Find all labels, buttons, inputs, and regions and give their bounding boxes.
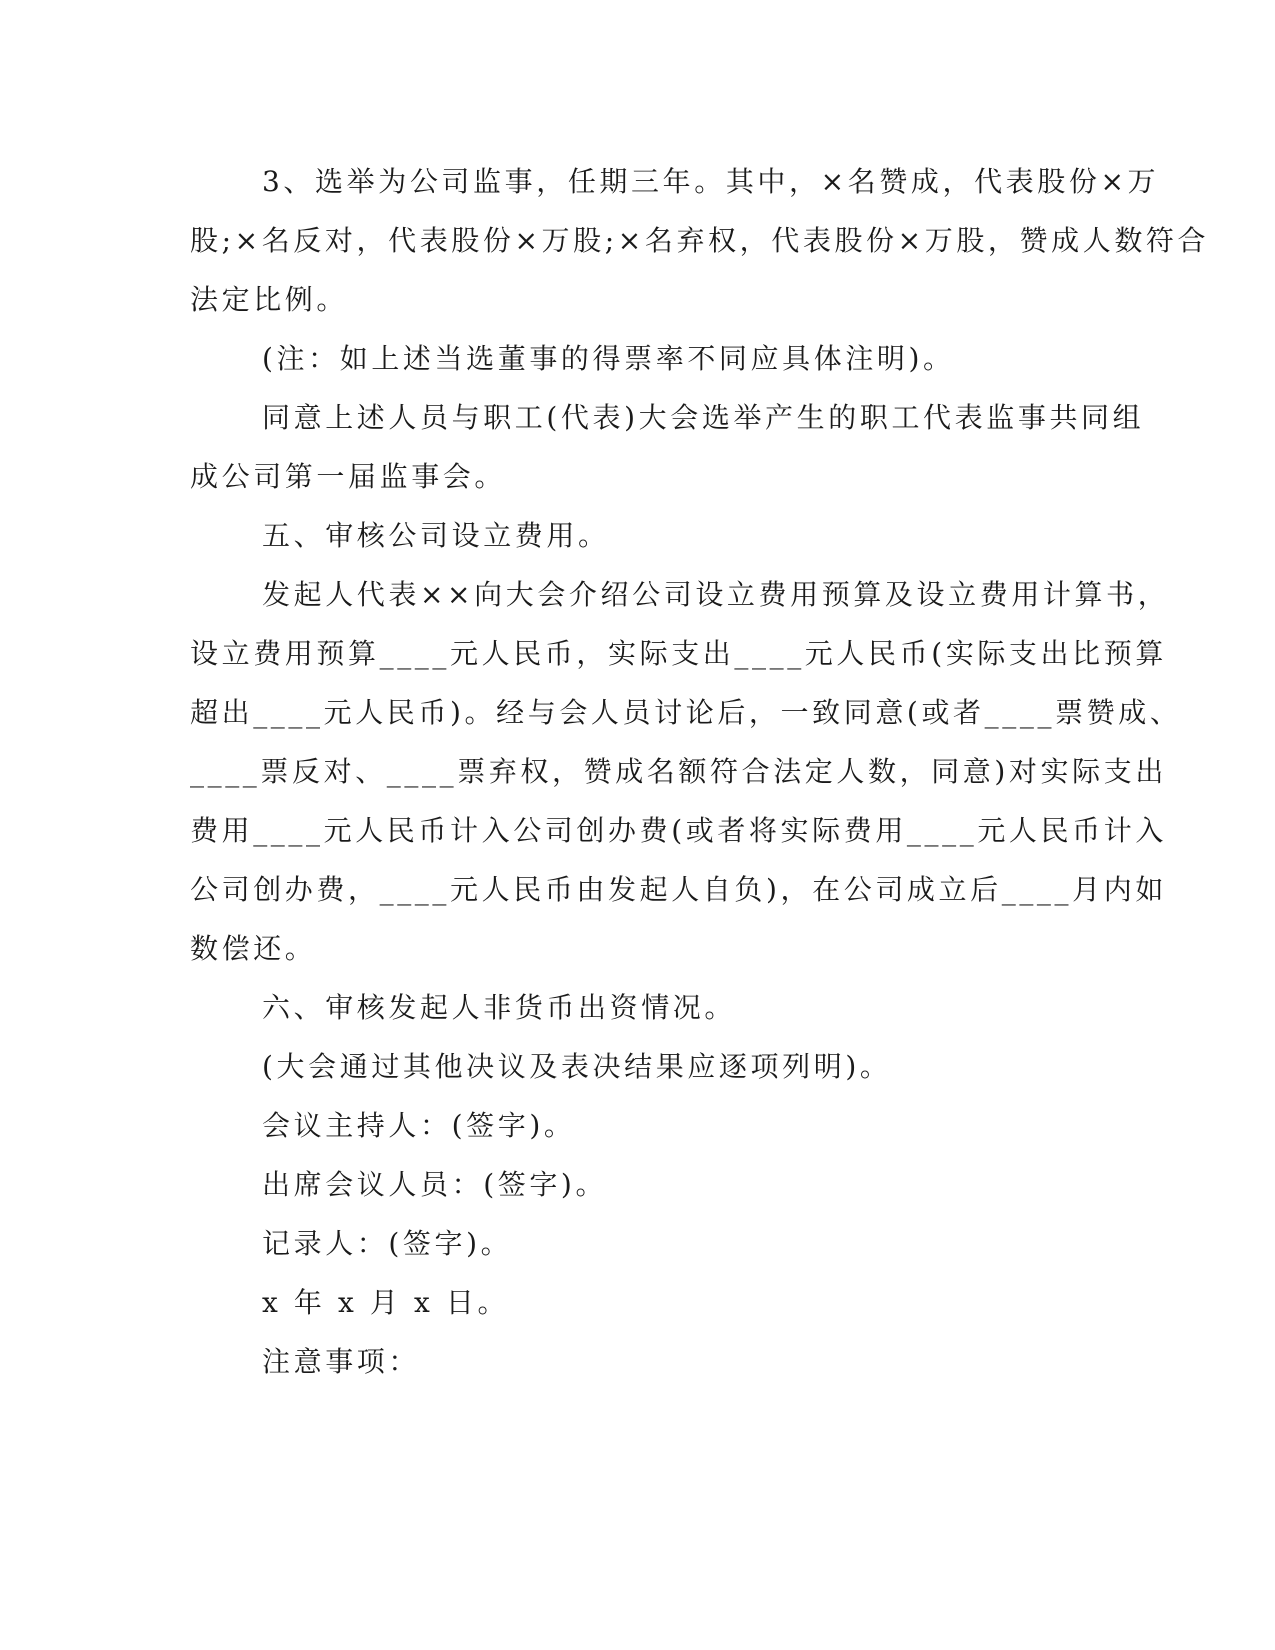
section-heading-5: 五、审核公司设立费用。 — [262, 519, 610, 552]
text-line-8: 发起人代表××向大会介绍公司设立费用预算及设立费用计算书， — [262, 578, 1170, 611]
text-line-16: (大会通过其他决议及表决结果应逐项列明)。 — [262, 1050, 892, 1083]
text-line-12: 费用____元人民币计入公司创办费(或者将实际费用____元人民币计入 — [190, 814, 1167, 847]
text-line-3: 法定比例。 — [190, 283, 349, 316]
text-line-10: 超出____元人民币)。经与会人员讨论后，一致同意(或者____票赞成、 — [190, 696, 1182, 729]
text-line-13: 公司创办费，____元人民币由发起人自负)，在公司成立后____月内如 — [190, 873, 1167, 906]
text-line-9: 设立费用预算____元人民币，实际支出____元人民币(实际支出比预算 — [190, 637, 1167, 670]
signature-recorder: 记录人：(签字)。 — [262, 1227, 513, 1260]
text-line-2: 股;×名反对，代表股份×万股;×名弃权，代表股份×万股，赞成人数符合 — [190, 224, 1210, 257]
text-line-11: ____票反对、____票弃权，赞成名额符合法定人数，同意)对实际支出 — [190, 755, 1167, 788]
date-line: x 年 x 月 x 日。 — [262, 1286, 510, 1319]
signature-host: 会议主持人：(签字)。 — [262, 1109, 576, 1142]
text-line-6: 成公司第一届监事会。 — [190, 460, 507, 493]
text-line-14: 数偿还。 — [190, 932, 317, 965]
signature-attendees: 出席会议人员：(签字)。 — [262, 1168, 608, 1201]
text-line-1: 3、选举为公司监事，任期三年。其中，×名赞成，代表股份×万 — [262, 165, 1160, 198]
notes-heading: 注意事项： — [262, 1345, 421, 1378]
text-line-4: (注：如上述当选董事的得票率不同应具体注明)。 — [262, 342, 955, 375]
text-line-5: 同意上述人员与职工(代表)大会选举产生的职工代表监事共同组 — [262, 401, 1145, 434]
section-heading-6: 六、审核发起人非货币出资情况。 — [262, 991, 737, 1024]
